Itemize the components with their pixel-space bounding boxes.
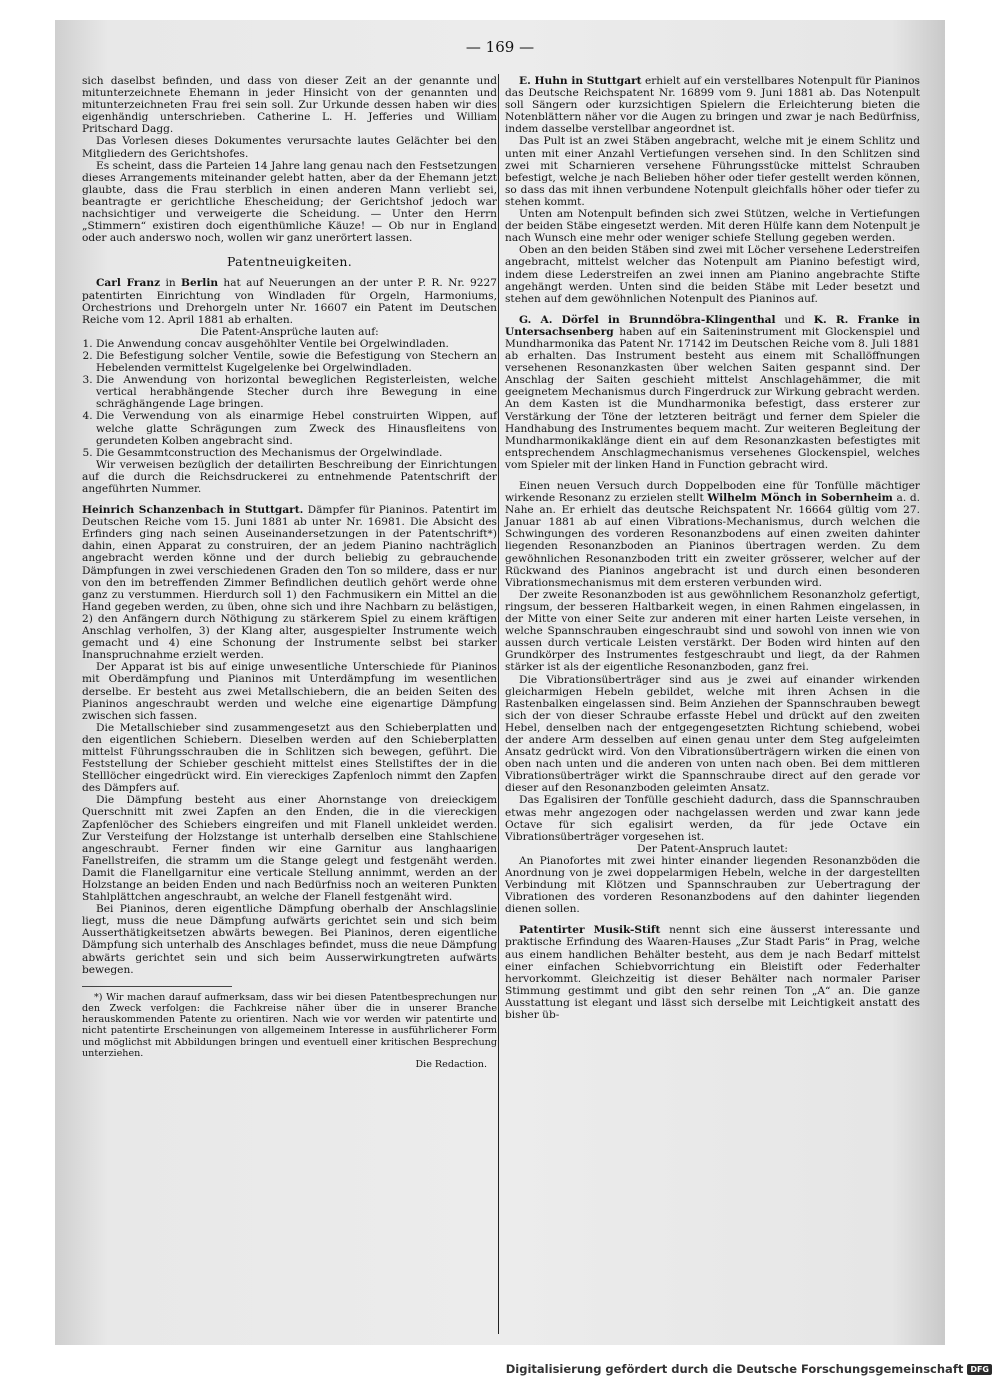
inventor-city: Berlin — [181, 277, 219, 290]
paragraph: Der Apparat ist bis auf einige unwesentliche Unterschiede für Pianinos mit Oberdämpfung und Pianinos mit Unterdämpfung im wesentlichen derselbe. Er besteht aus zwei Metallschiebern, die an beiden Seiten des Pianinos angeschraubt werden und welche eine eigenartige Dämpfung zwischen sich fassen. — [82, 661, 497, 722]
paragraph: Die Metallschieber sind zusammengesetzt aus den Schieberplatten und den eigentlichen Schiebern. Dieselben werden auf den Schieberplatten mittelst Führungsschrauben die in Schlitzen sich bewegen, geführt. Die Feststellung der Schieber geschieht mittelst eines Stellstiftes der in die Stelllöcher eingedrückt wird. Ein viereckiges Zapfenloch nimmt den Zapfen des Dämpfers auf. — [82, 721, 497, 795]
paragraph: Das Vorlesen dieses Dokumentes verursachte lautes Gelächter bei den Mitgliedern des Gerichtshofes. — [82, 135, 497, 160]
paragraph: Carl Franz in Berlin hat auf Neuerungen an der unter P. R. Nr. 9227 patentirten Einrichtung von Windladen für Orgeln, Harmoniums, Orchestrions und Drehorgeln unter Nr. 16607 ein Patent im Deutschen Reiche vom 12. April 1881 ab erhalten. — [82, 277, 497, 326]
section-heading: Patentneuigkeiten. — [226, 254, 353, 270]
footnote — [82, 992, 497, 1070]
footnote-rule — [82, 986, 232, 987]
column-rule — [498, 74, 499, 1334]
paragraph: Es scheint, dass die Parteien 14 Jahre lang genau nach den Festsetzungen dieses Arrangements miteinander gelebt hatten, aber da der Ehemann jetzt glaubte, dass die Frau sterblich in einen anderen Mann verliebt sei, beantragte er gerichtliche Ehescheidung; der Gerichtshof jedoch war nachsichtiger und verweigerte die Scheidung. — Unter den Herrn „Stimmern“ existiren doch eigenthümliche Käuze! — Ob nur in England oder auch anderswo noch, wollen wir ganz unerörtert lassen. — [82, 159, 497, 245]
inventor-name: Wilhelm Mönch in Sobernheim — [707, 492, 893, 505]
dfg-logo: DFG — [967, 1364, 992, 1375]
paragraph: Wir verweisen bezüglich der detailirten Beschreibung der Einrichtungen auf die durch die Reichsdruckerei zu entnehmende Patentschrift der angeführten Nummer. — [82, 458, 497, 495]
inventor-name: Heinrich Schanzenbach in Stuttgart. — [82, 504, 304, 517]
footnote-signature: Die Redaction. — [415, 1058, 487, 1070]
paragraph: Der zweite Resonanzboden ist aus gewöhnlichem Resonanzholz gefertigt, ringsum, der besseren Haltbarkeit wegen, in einen Rahmen eingelassen, in der Mitte von einer Seite zur anderen mit einer harten Leiste versehen, in welche Spannschrauben eingeschraubt sind und sowohl von innen wie von aussen durch verticale Leisten verstärkt. Der Boden wird hinten auf den Grundkörper des Instrumentes festgeschraubt und liegt, da der Rahmen stärker ist als der eigentliche Resonanzboden, ganz frei. — [505, 588, 920, 674]
paragraph: G. A. Dörfel in Brunndöbra-Klingenthal und K. R. Franke in Untersachsenberg haben auf ein Saiteninstrument mit Glockenspiel und Mundharmonika das Patent Nr. 17142 im Deutschen Reiche vom 8. Juli 1881 ab erhalten. Das Instrument besteht aus einem mit Schallöffnungen versehenen Resonanzkasten über welchen Saiten gespannt sind. Der Anschlag der Saiten geschieht mittelst Anschlagehämmer, die mit geeignetem Mechanismus durch Fingerdruck zur Wirkung gebracht werden. An dem Kasten ist die Mundharmonika befestigt, dass ersterer zur Verstärkung der Töne der letzteren beiträgt und ferner dem Spieler die Handhabung des Instrumentes bequem macht. Zur weiteren Begleitung der Mundharmonikaklänge dient ein auf dem Resonanzkasten befestigtes mit entsprechendem Anschlagmechanismus versehenes Glockenspiel, welches vom Spieler mit der linken Hand in Function gebracht wird. — [505, 313, 920, 471]
claim-item: 3. Die Anwendung von horizontal beweglichen Registerleisten, welche vertical herabhängende Stecher durch ihre Bewegung in eine schräghängende Lage bringen. — [96, 374, 497, 410]
scanned-page — [55, 20, 945, 1345]
claim-item: 5. Die Gesammtconstruction des Mechanismus der Orgelwindlade. — [96, 447, 497, 459]
paragraph: Heinrich Schanzenbach in Stuttgart. Dämpfer für Pianinos. Patentirt im Deutschen Reiche vom 15. Juni 1881 ab unter Nr. 16981. Die Absicht des Erfinders ging nach seinen Auseinandersetzungen in der Patentschrift*) dahin, einen Apparat zu construiren, der an jedem Pianino nachträglich angebracht werden könne und der durch beliebig zu gebrauchende Dämpfungen in zwei verschiedenen Graden den Ton so mildere, dass er nur von den im betreffenden Zimmer Befindlichen deutlich gehört werde ohne ganz zu verstummen. Hierdurch soll 1) den Fachmusikern ein Mittel an die Hand gegeben werden, zu üben, ohne sich und ihre Nachbarn zu belästigen, 2) den Anfängern durch Nöthigung zu stärkerem Spiel zu einem kräftigen Anschlag verholfen, 3) der Klang alter, ausgespielter Instrumente weich gemacht und 4) eine Schonung der Instrumente selbst bei starker Inanspruchnahme erzielt werden. — [82, 504, 498, 662]
claim-item: 2. Die Befestigung solcher Ventile, sowie die Befestigung von Stechern an Hebelenden vermittelst Kugelgelenke bei Orgelwindladen. — [96, 350, 497, 374]
paragraph: E. Huhn in Stuttgart erhielt auf ein verstellbares Notenpult für Pianinos das Deutsche Reichspatent Nr. 16899 vom 9. Juni 1881 ab. Das Notenpult soll Sängern oder kurzsichtigen Spielern die Erleichterung bieten die Notenblättern näher vor die Augen zu bringen und zwar je nach Bedürfniss, indem dasselbe verstellbar angeordnet ist. — [505, 75, 920, 136]
paragraph: Das Egalisiren der Tonfülle geschieht dadurch, dass die Spannschrauben etwas mehr angezogen oder nachgelassen werden und zwar kann jede Octave für sich egalisirt werden, da für jede Octave ein Vibrationsüberträger vorgesehen ist. — [505, 794, 920, 843]
claim-item: 1. Die Anwendung concav ausgehöhlter Ventile bei Orgelwindladen. — [96, 338, 497, 350]
inventor-name: E. Huhn in Stuttgart — [519, 75, 642, 87]
product-name: Patentirter Musik-Stift — [519, 924, 661, 937]
paragraph: Unten am Notenpult befinden sich zwei Stützen, welche in Vertiefungen der beiden Stäbe eingesetzt werden. Mit deren Hülfe kann dem Notenpult je nach Wunsch eine mehr oder weniger schiefe Stellung gegeben werden. — [505, 208, 920, 245]
paragraph: Die Dämpfung besteht aus einer Ahornstange von dreieckigem Querschnitt mit zwei Zapfen an den Enden, die in die viereckigen Zapfenlöcher des Schiebers eingreifen und mit Flanell unkleidet werden. Zur Versteifung der Holzstange ist unterhalb derselben eine Stahlschiene angeschraubt. Ferner finden wir eine Garnitur aus langhaarigen Fanellstreifen, die stramm um die Stange gelegt und festgenäht werden. Damit die Flanellgarnitur eine verticale Stellung annimmt, werden an der Holzstange an beiden Enden und nach Bedürfniss noch an weiteren Punkten Stahlplättchen angeschraubt, an welche der Flanell festgenäht wird. — [82, 794, 497, 904]
funding-text: Digitalisierung gefördert durch die Deutsche Forschungsgemeinschaft — [505, 1362, 964, 1376]
inventor-name: G. A. Dörfel in Brunndöbra-Klingenthal — [519, 313, 776, 326]
paragraph: Einen neuen Versuch durch Doppelboden eine für Tonfülle mächtiger wirkende Resonanz zu erzielen stellt Wilhelm Mönch in Sobernheim a. d. Nahe an. Er erhielt das deutsche Reichspatent Nr. 16664 gültig vom 27. Januar 1881 ab auf einen Vibrations-Mechanismus, durch welchen die Schwingungen des vorderen Resonanzbodens auf einen zweiten dahinter liegenden Resonanzboden an Pianinos übertragen werden. Zu dem gewöhnlichen Resonanzboden tritt ein zweiter grösserer, welcher auf der Rückwand des Pianinos angebracht ist und durch einen besonderen Vibrationsmechanismus mit dem ersteren verbunden wird. — [505, 480, 921, 589]
claim-heading: Der Patent-Anspruch lautet: — [637, 842, 788, 855]
paragraph: Oben an den beiden Stäben sind zwei mit Löcher versehene Lederstreifen angebracht, mittelst welcher das Notenpult am Pianino befestigt wird, indem diese Lederstreifen an zwei innen am Pianino angebrachte Stifte angehängt werden. Unten sind die beiden Stäbe mit Leder besetzt und stehen auf dem gewöhnlichen Notenpult des Pianinos auf. — [505, 244, 920, 305]
left-column — [82, 75, 497, 1070]
claim-item: 4. Die Verwendung von als einarmige Hebel construirten Wippen, auf welche glatte Schrägungen zum Zweck des Hinausfleitens von gerundeten Kolben angebracht sind. — [96, 410, 497, 446]
paragraph: Patentirter Musik-Stift nennt sich eine äusserst interessante und praktische Erfindung des Waaren-Hauses „Zur Stadt Paris“ in Prag, welche aus einem handlichen Behälter besteht, aus dem je nach Bedarf mittelst einer einfachen Schiebvorrichtung ein Bleistift oder Federhalter hervorkommt. Gleichzeitig ist dieser Behälter nach normaler Pariser Stimmung gestimmt und gibt den sehr reinen Ton „A“ an. Die ganze Ausstattung ist elegant und lässt sich derselbe mit Leichtigkeit anstatt des bisher üb- — [505, 924, 920, 1022]
paragraph: Das Pult ist an zwei Stäben angebracht, welche mit je einem Schlitz und unten mit einer Anzahl Vertiefungen versehen sind. In den Schlitzen sind zwei mit Scharnieren versehene Führungsstücke mittelst Schrauben befestigt, welche je nach Belieben höher oder tiefer gestellt werden können, so dass das mit ihnen verbundene Notenpult gleichfalls höher oder tiefer zu stehen kommt. — [505, 135, 920, 208]
paragraph: Die Vibrationsüberträger sind aus je zwei auf einander wirkenden gleicharmigen Hebeln gebildet, welche mit ihren Achsen in die Rastenbalken eingelassen sind. Beim Anziehen der Spannschrauben bewegt sich der von dieser Schraube erfasste Hebel und drückt auf den zweiten Hebel, denselben nach der entgegengesetzten Richtung schiebend, wobei der andere Arm desselben auf einen genau unter dem Steg aufgeleimten Ansatz gedrückt wird. Von den Vibrationsüberträgern wirken die einen von oben nach unten und die anderen von unten nach oben. Bei dem mittleren Vibrationsüberträger wirkt die Spannschraube direct auf den gerade vor dieser auf den Resonanzboden geleimten Ansatz. — [505, 673, 920, 795]
paragraph: sich daselbst befinden, und dass von dieser Zeit an der genannte und mitunterzeichnete Ehemann in jeder Hinsicht von der genannten und mitunterzeichneten Frau frei sein soll. Zur Urkunde dessen haben wir dies eigenhändig unterschrieben. Catherine L. H. Jefferies und William Pritschard Dagg. — [82, 75, 497, 136]
paragraph: Bei Pianinos, deren eigentliche Dämpfung oberhalb der Anschlagslinie liegt, muss die neue Dämpfung aufwärts gerichtet sein und sich beim Ausserthätigkeitsetzen abwärts bewegen. Bei Pianinos, deren eigentliche Dämpfung sich unterhalb des Anschlages befindet, muss die neue Dämpfung abwärts gerichtet sein und sich beim Ausserwirkungtreten aufwärts bewegen. — [82, 903, 497, 976]
funding-notice — [506, 1362, 992, 1376]
inventor-name: K. R. Franke in Untersachsenberg — [505, 313, 920, 338]
page-number: — 169 — — [465, 38, 535, 56]
right-column — [505, 75, 920, 1021]
claims-intro: Die Patent-Ansprüche lauten auf: — [200, 325, 379, 338]
paragraph: An Pianofortes mit zwei hinter einander liegenden Resonanzböden die Anordnung von je zwei doppelarmigen Hebeln, welche in der dargestellten Verbindung mit Klötzen und Spannschrauben zur Uebertragung der Vibrationen des vorderen Resonanzbodens auf den dahinter liegenden dienen sollen. — [505, 854, 920, 916]
footnote-text: *) Wir machen darauf aufmerksam, dass wir bei diesen Patentbesprechungen nur den Zweck verfolgen: die Fachkreise näher über die in unserer Branche herauskommenden Patente zu orientiren. Nach wie vor werden wir patentirte und nicht patentirte Erscheinungen von allgemeinem Interesse in ausführlicherer Form und möglichst mit Abbildungen bringen und eventuell einer kritischen Besprechung unterziehen. — [82, 991, 497, 1059]
claims-list — [82, 338, 497, 459]
inventor-name: Carl Franz — [96, 277, 161, 290]
